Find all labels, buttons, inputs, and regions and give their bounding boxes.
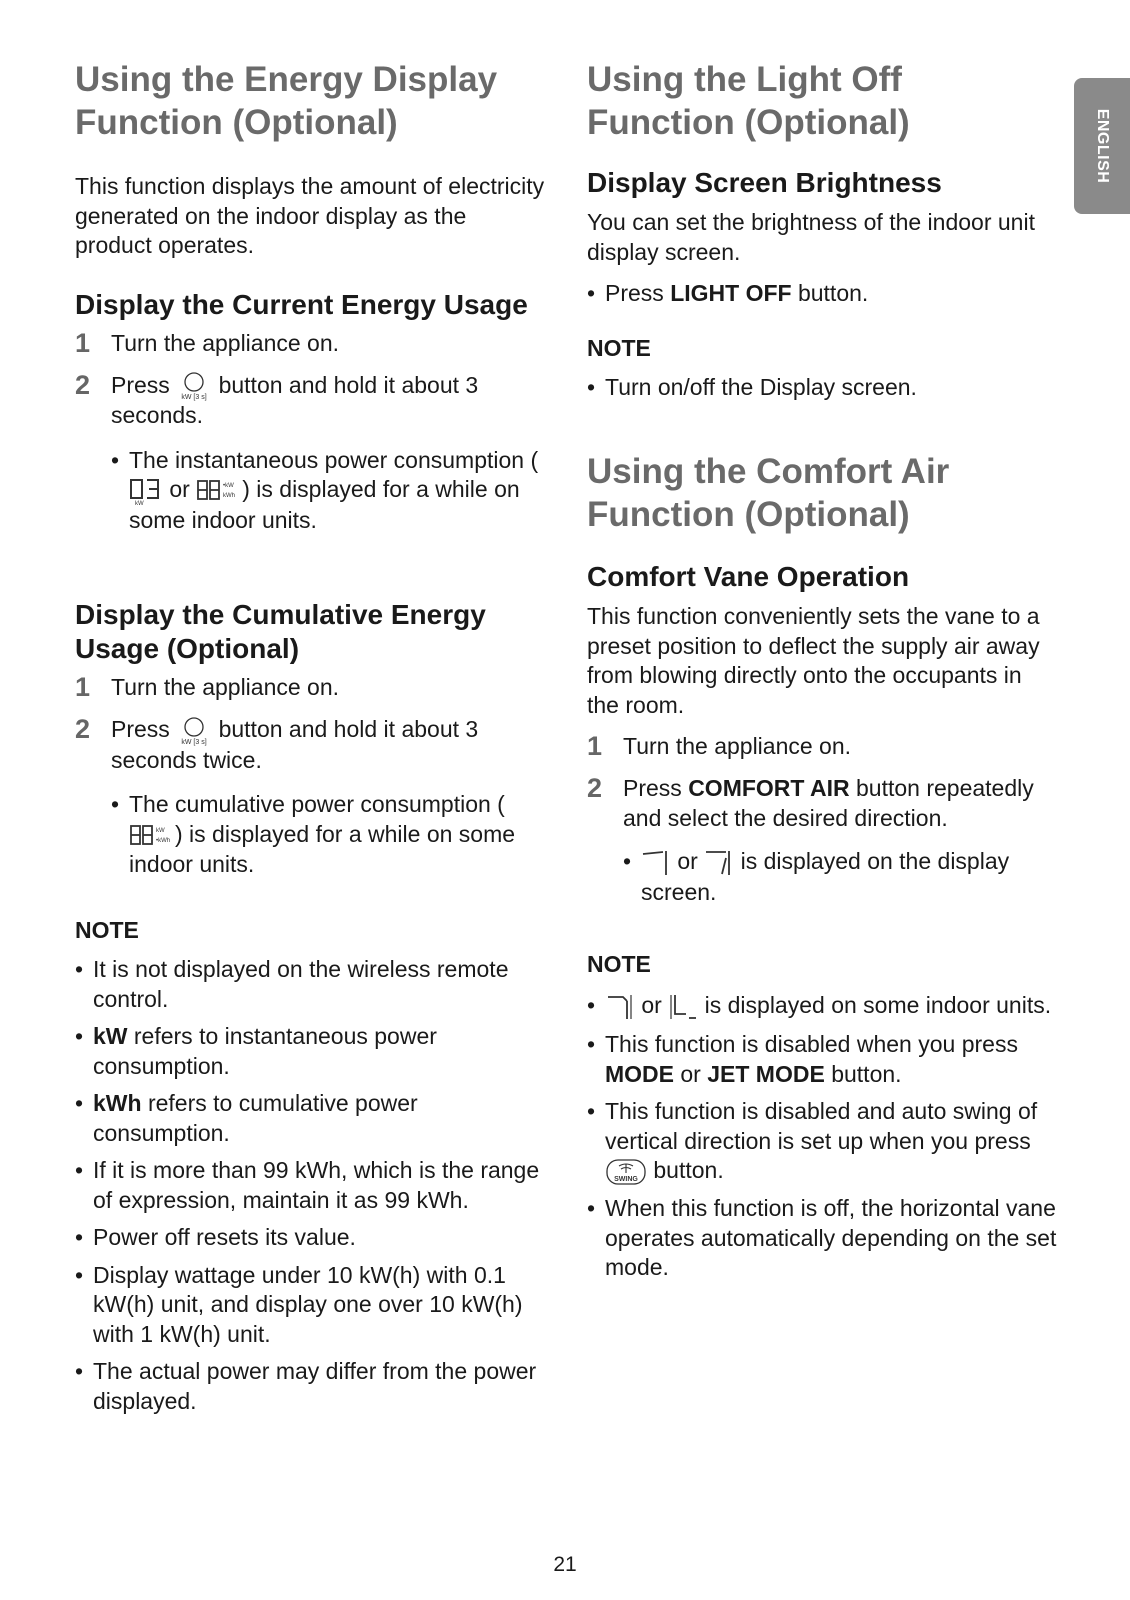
jet-mode-label: JET MODE: [707, 1060, 825, 1087]
detail-text-a: The cumulative power consumption (: [129, 791, 505, 818]
text-a: Press: [623, 775, 689, 801]
comfort-step-2-detail: [623, 847, 1057, 907]
energy-note-label: NOTE: [75, 917, 139, 944]
bullet-dot: •: [75, 1157, 84, 1184]
step-text-press: Press: [111, 371, 170, 398]
detail-text-a: The instantaneous power consumption (: [129, 446, 539, 473]
step-text: Turn the appliance on.: [623, 733, 852, 759]
note-text: Turn on/off the Display screen.: [605, 373, 917, 400]
swing-button-icon: [605, 1158, 647, 1186]
note-text: If it is more than 99 kWh, which is the range of expression, maintain it as 99 kWh.: [93, 1157, 540, 1213]
bullet-dot: •: [587, 1195, 596, 1222]
note-text: [93, 1089, 545, 1148]
step-number: 2: [75, 369, 91, 400]
text-a: This function is disabled and auto swing of vertical direction is set up when you press: [605, 1098, 1038, 1154]
svg-text:kW: kW: [135, 501, 144, 507]
note-item: [587, 373, 1057, 403]
note-item: [587, 1030, 1057, 1089]
detail-or: or: [677, 848, 698, 874]
bullet-dot: •: [75, 1224, 84, 1251]
brightness-heading: Display Screen Brightness: [587, 167, 942, 198]
svg-text:kW [3 s]: kW [3 s]: [181, 394, 207, 402]
note-item: [75, 1223, 545, 1253]
light-off-label: LIGHT OFF: [670, 280, 792, 306]
detail-text-b: is displayed on the display screen.: [641, 848, 1010, 905]
vane-position-icon: [641, 848, 671, 878]
comfort-step-1: [587, 732, 1057, 763]
svg-text:kW: kW: [156, 827, 165, 834]
note-bold: kW: [93, 1023, 128, 1050]
detail-text-b: ) is displayed for a while on some indoor units.: [129, 820, 516, 877]
note-item: [587, 1097, 1057, 1186]
bullet-dot: •: [75, 956, 84, 983]
energy-display-title: Using the Energy Display Function (Optional): [75, 60, 498, 142]
bullet-dot: •: [111, 791, 120, 818]
seven-segment-kw-icon: [129, 476, 163, 506]
bullet-dot: •: [75, 1023, 84, 1050]
language-tab: [1074, 78, 1130, 214]
note-text: The actual power may differ from the power displayed.: [93, 1358, 537, 1414]
step-number: 1: [75, 327, 91, 358]
note-text: When this function is off, the horizontal vane operates automatically depending on the set mode.: [605, 1195, 1057, 1281]
step-text: [623, 774, 1057, 833]
detail-text: [641, 847, 1057, 907]
vane-position-icon: [605, 992, 635, 1022]
cumulative-step-2-detail: [111, 790, 545, 879]
vane-position-icon: [668, 992, 698, 1022]
page-number: 21: [553, 1553, 577, 1576]
mode-label: MODE: [605, 1060, 674, 1087]
text-b: button.: [791, 280, 869, 306]
seven-segment-kwh-icon: [129, 822, 175, 850]
comfort-vane-heading: Comfort Vane Operation: [587, 561, 910, 592]
bullet-dot: •: [623, 848, 632, 874]
seven-segment-kwh-icon: [196, 477, 242, 505]
bullet-dot: •: [587, 373, 596, 400]
svg-text:kWh: kWh: [223, 493, 236, 500]
comfort-step-2: [587, 774, 1057, 833]
note-text: It is not displayed on the wireless remote control.: [93, 956, 509, 1012]
svg-text:kW [3 s]: kW [3 s]: [181, 738, 207, 746]
note-rest: refers to cumulative power consumption.: [93, 1090, 418, 1146]
current-step-1: [75, 329, 545, 360]
note-item: [587, 991, 1057, 1022]
note-rest: refers to instantaneous power consumption.: [93, 1023, 437, 1079]
brightness-text: [605, 279, 868, 309]
note-text: [605, 1097, 1057, 1186]
bullet-dot: •: [75, 1261, 84, 1288]
energy-button-icon: [176, 371, 212, 401]
vane-position-icon: [704, 848, 734, 878]
note-item: [75, 1357, 545, 1416]
current-step-2-detail: [111, 446, 545, 536]
step-number: 2: [587, 773, 603, 803]
cumulative-step-1: [75, 673, 545, 704]
note-item: [75, 955, 545, 1014]
comfort-air-title: Using the Comfort Air Function (Optional): [587, 452, 950, 534]
brightness-list: [587, 279, 1057, 309]
bullet-dot: •: [75, 1358, 84, 1385]
bullet-dot: •: [587, 1031, 596, 1058]
comfort-air-label: COMFORT AIR: [688, 775, 850, 801]
step-number: 1: [587, 731, 603, 761]
bullet-dot: •: [587, 1098, 596, 1125]
brightness-intro: You can set the brightness of the indoor unit display screen.: [587, 209, 1035, 265]
detail-text-b: ) is displayed for a while on some indoor units.: [129, 476, 520, 534]
bullet-dot: •: [75, 1090, 84, 1117]
right-column: [587, 58, 1057, 1283]
step-text-hold: button and hold it about 3 seconds.: [111, 371, 479, 429]
text-b: button repeatedly and select the desired direction.: [623, 775, 1034, 831]
svg-text:•kW: •kW: [223, 483, 234, 490]
step-text: [111, 371, 545, 431]
text-or: or: [674, 1060, 708, 1087]
step-text: Turn the appliance on.: [111, 673, 340, 700]
comfort-note-label: NOTE: [587, 951, 651, 978]
brightness-item: [587, 279, 1057, 309]
comfort-intro: This function conveniently sets the vane to a preset position to deflect the supply air away from blowing directly onto the occupants in the room.: [587, 603, 1040, 718]
step-number: 2: [75, 713, 91, 744]
note-bold: kWh: [93, 1090, 142, 1117]
text-b: button.: [824, 1060, 902, 1087]
bullet-dot: •: [111, 446, 120, 473]
step-text: [111, 715, 545, 775]
text-a: This function is disabled when you press: [605, 1031, 1018, 1058]
note-item: [75, 1156, 545, 1215]
energy-button-icon: [176, 716, 212, 746]
text-b: button.: [653, 1157, 724, 1184]
note-text: [605, 991, 1051, 1022]
note-or: or: [641, 992, 662, 1019]
light-note-label: NOTE: [587, 334, 651, 361]
note-text: [93, 1022, 545, 1081]
cumulative-energy-heading: Display the Cumulative Energy Usage (Optional): [75, 598, 486, 664]
detail-text: [129, 446, 545, 536]
svg-text:•kWh: •kWh: [156, 837, 171, 844]
note-rest: is displayed on some indoor units.: [704, 992, 1052, 1019]
step-text-hold: button and hold it about 3 seconds twice.: [111, 715, 479, 773]
note-text: Power off resets its value.: [93, 1224, 356, 1251]
detail-text: [129, 790, 545, 879]
current-step-2: [75, 371, 545, 431]
text-a: Press: [605, 280, 671, 306]
note-text: Display wattage under 10 kW(h) with 0.1 kW(h) unit, and display one over 10 kW(h) with 1 kW(h) unit.: [93, 1261, 523, 1347]
note-item: [75, 1261, 545, 1350]
light-note-list: [587, 373, 1057, 403]
note-item: [75, 1022, 545, 1081]
svg-text:SWING: SWING: [614, 1176, 638, 1184]
step-number: 1: [75, 671, 91, 702]
energy-display-intro: This function displays the amount of electricity generated on the indoor display as the product operates.: [75, 173, 545, 258]
current-energy-heading: Display the Current Energy Usage: [75, 288, 528, 320]
bullet-dot: •: [587, 992, 596, 1019]
language-tab-label: ENGLISH: [1094, 108, 1111, 184]
energy-note-list: [75, 955, 545, 1416]
note-item: [75, 1089, 545, 1148]
bullet-dot: •: [587, 280, 596, 306]
detail-or: or: [169, 476, 190, 503]
step-text-press: Press: [111, 715, 170, 742]
left-column: [75, 58, 545, 1416]
cumulative-step-2: [75, 715, 545, 775]
note-item: [587, 1194, 1057, 1283]
note-text: [605, 1030, 1057, 1089]
comfort-note-list: [587, 991, 1057, 1282]
light-off-title: Using the Light Off Function (Optional): [587, 60, 910, 142]
step-text: Turn the appliance on.: [111, 329, 340, 356]
